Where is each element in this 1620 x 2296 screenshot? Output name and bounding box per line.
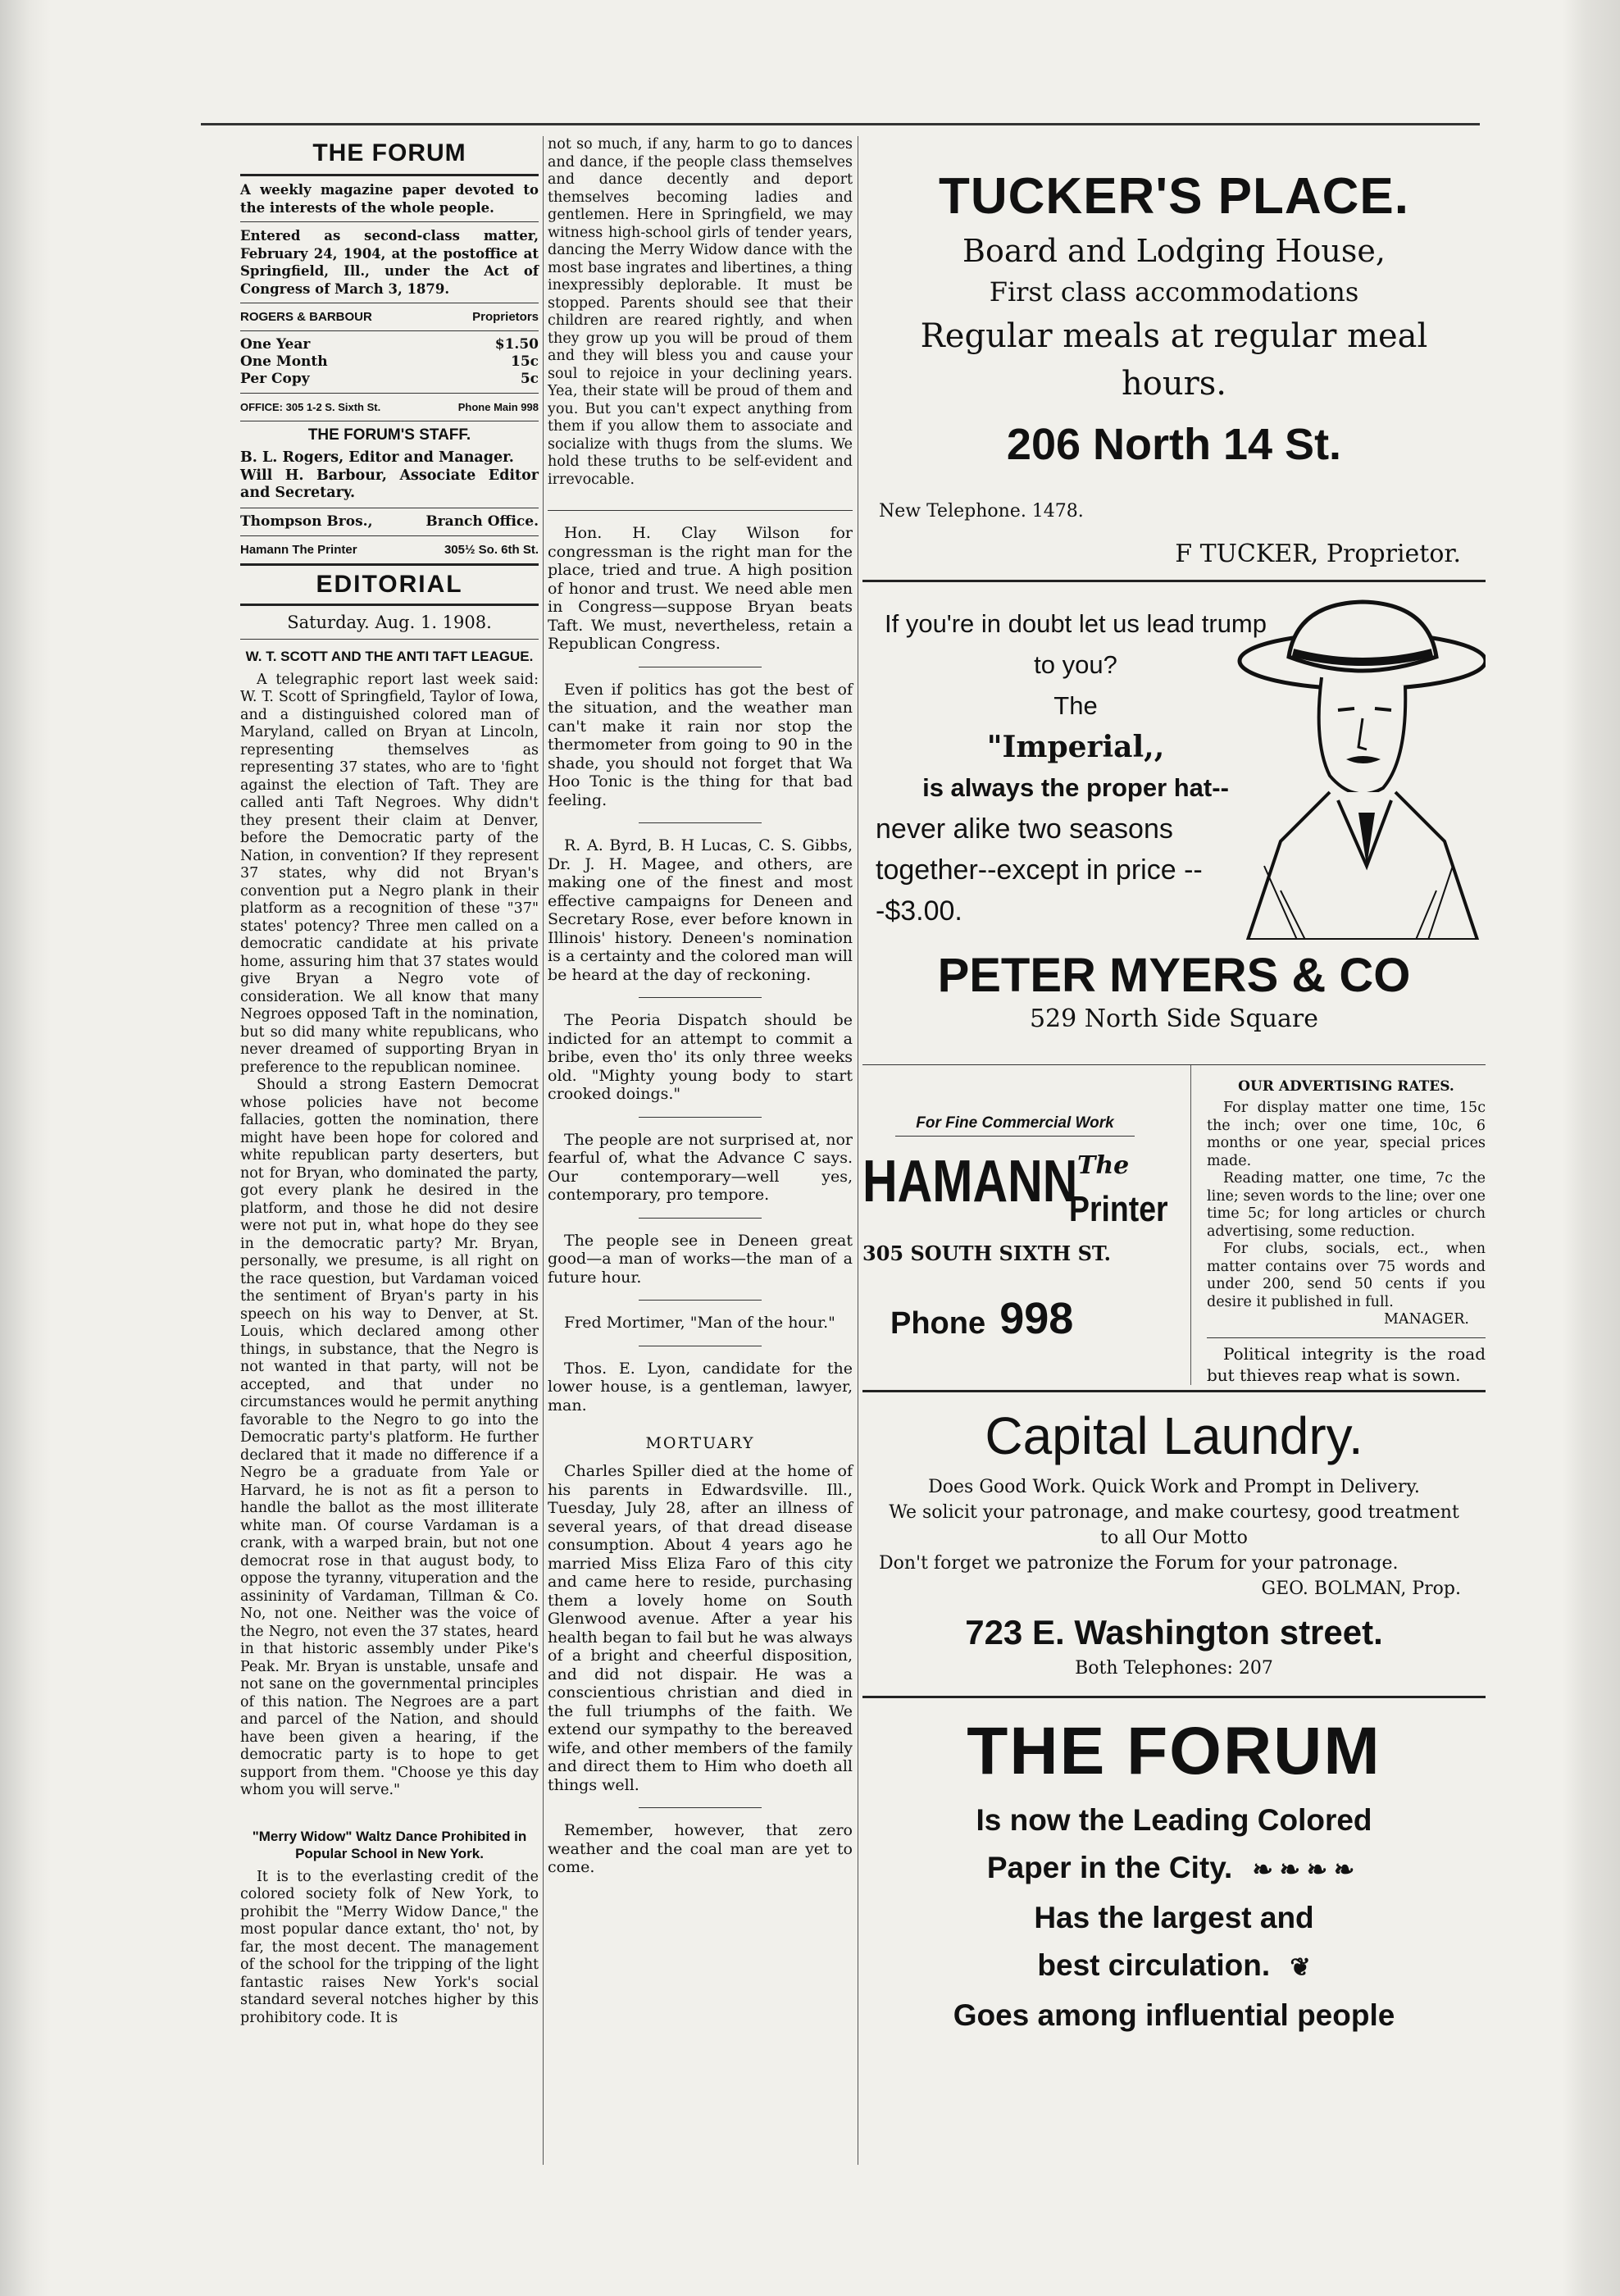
forum-promo-line-row (862, 1942, 1486, 1992)
laundry-line: Don't forget we patronize the Forum for your patronage. (879, 1553, 1399, 1574)
subscription-label: One Month (240, 353, 328, 370)
hamann-printer-ad (862, 1114, 1167, 1344)
rule (240, 221, 539, 222)
subscription-rates (240, 336, 539, 388)
laundry-line: to all Our Motto (1100, 1528, 1248, 1548)
hamann-printer: Printer (1069, 1189, 1168, 1229)
laundry-title: Capital Laundry. (985, 1406, 1363, 1465)
top-rule (201, 123, 1480, 125)
subscription-row (240, 353, 539, 371)
article-paragraph: Charles Spiller died at the home of his parents in Edwardsville. Ill., Tuesday, July 28, after an illness of several years, of that dread disease consumption. About 4 years ago he married Miss Eliza Faro of this city and came here to reside, purchasing them a lovely home on South Glenwood avenue. After a year his health began to fail but he was always of a bright and cheerful disposition, and did not dispair. He was a conscientious christian and died in the full triumphs of the faith. We extend our sympathy to the bereaved wife, and other members of the family and direct them to Him who doeth all things well. (548, 1462, 853, 1794)
tucker-proprietor: F TUCKER, Proprietor. (1175, 540, 1461, 568)
myers-address: 529 North Side Square (1029, 1004, 1319, 1033)
rates-paragraph: For clubs, socials, ect., when matter contains over 75 words and under 200, send 50 cents if you desire it published in full. (1207, 1241, 1486, 1310)
rule (240, 563, 539, 566)
staff-member: B. L. Rogers, Editor and Manager. (240, 449, 514, 466)
masthead-entered: Entered as second-class matter, February 24, 1904, at the postoffice at Springfield, Ill., under the Act of Congress of March 3, 1879. (240, 228, 539, 297)
leaf-ornament-icon: ❧❧❧❧ (1252, 1856, 1362, 1884)
subscription-row (240, 371, 539, 388)
subscription-price: $1.50 (494, 336, 539, 353)
column-rule-1 (543, 136, 544, 2165)
advertising-rates (1207, 1078, 1486, 1386)
imperial-hat-ad (862, 587, 1486, 948)
article-paragraph: The Peoria Dispatch should be indicted for an attempt to commit a bribe, even tho' its only three weeks old. "Mighty young body to start crooked doings." (548, 1011, 853, 1103)
article-headline: W. T. SCOTT AND THE ANTI TAFT LEAGUE. (245, 648, 534, 664)
printer-and-rates-row (862, 1064, 1486, 1385)
forum-promo-line: Is now the Leading Colored (976, 1803, 1372, 1837)
hamann-phone-label: Phone (890, 1306, 986, 1341)
article-paragraph: It is to the everlasting credit of the colored society folk of New York, to prohibit the "Merry Widow Dance," the most popular dance extant, tho' not, by far, the most decent. The management of the school for the tripping of the light fantastic raises New York's social standard several notches higher by this prohibitory code. It is (240, 1868, 539, 2026)
laundry-phones: Both Telephones: 207 (1075, 1658, 1273, 1679)
rates-paragraph: For display matter one time, 15c the inch; over one time, 10c, 6 months or one year, special prices made. (1207, 1100, 1486, 1169)
rates-manager: MANAGER. (1383, 1311, 1469, 1328)
forum-promo-line: Goes among influential people (953, 1998, 1395, 2032)
office-row (240, 399, 539, 416)
hat-man-illustration-icon (1231, 595, 1486, 940)
imperial-line: is always the proper hat-- (922, 773, 1229, 802)
page-edge-shadow (1563, 0, 1620, 2296)
imperial-line: The (1053, 691, 1098, 720)
hamann-tag: For Fine Commercial Work (916, 1114, 1114, 1132)
rule (639, 1218, 762, 1219)
rule (240, 330, 539, 331)
tucker-line: Regular meals at regular meal hours. (920, 317, 1428, 403)
masthead-title: THE FORUM (312, 139, 466, 166)
imperial-brand: "Imperial,, (986, 730, 1165, 764)
imperial-text (871, 604, 1281, 932)
rates-paragraph: Reading matter, one time, 7c the line; seven words to the line; over one time 5c; for long articles or church advertising, some reduction. (1207, 1170, 1486, 1240)
rule (862, 1696, 1486, 1698)
rule (240, 535, 539, 536)
branch-row (240, 513, 539, 531)
page-fold-shadow (0, 0, 51, 2296)
rule (895, 1136, 1135, 1137)
tucker-ad (862, 167, 1486, 568)
masthead-tagline: A weekly magazine paper devoted to the interests of the whole people. (240, 182, 539, 216)
subscription-label: One Year (240, 336, 311, 353)
forum-promo-title: THE FORUM (967, 1714, 1381, 1788)
forum-promo-ad (862, 1713, 1486, 2039)
hamann-phone (862, 1293, 1167, 1344)
article-paragraph: Remember, however, that zero weather and the coal man are yet to come. (548, 1821, 853, 1876)
rule (1207, 1337, 1486, 1338)
tucker-line: Board and Lodging House, (962, 233, 1386, 269)
rule (240, 393, 539, 394)
imperial-line: If you're in doubt let us lead trump to you? (884, 609, 1267, 679)
tucker-phone-row (879, 501, 1453, 522)
editorial-heading: EDITORIAL (316, 570, 463, 598)
rule (862, 580, 1486, 582)
tucker-phone: New Telephone. 1478. (879, 501, 1084, 522)
tucker-title: TUCKER'S PLACE. (939, 168, 1409, 225)
article-paragraph: Even if politics has got the best of the situation, and the weather man can't make it rain nor stop the thermometer from going to 90 in the shade, you should not forget that Wa Hoo Tonic is the thing for that bad feeling. (548, 680, 853, 809)
myers-name: PETER MYERS & CO (937, 949, 1411, 1002)
hamann-address: 305 SOUTH SIXTH ST. (862, 1241, 1112, 1265)
article-paragraph: not so much, if any, harm to go to dances and dance, if the people class themselves and dance decently and deport themselves becoming ladies and gentlemen. Here in Springfield, we may witness high-school girls of tender years, dancing the Merry Widow dance with the most base ingrates and libertines, a thing inexpressibly deplorable. It must be stopped. Parents should see that their children are reared rightly, and when they grow up you will be proud of them and they will bless you and cause your soul to rejoice in your declining years. Yea, their state will be proud of them and you. But you can't expect anything from them if you allow them to associate and socialize with thugs from the slums. We hold these truths to be self-evident and irrevocable. (548, 136, 853, 488)
forum-promo-line-row (862, 1844, 1486, 1894)
rates-quote: Political integrity is the road but thieves reap what is sown. (1207, 1343, 1486, 1385)
hamann-name: HAMANN (862, 1149, 1078, 1214)
rule (639, 997, 762, 998)
article-paragraph: The people are not surprised at, nor fearful of, what the Advance C says. Our contemporary—well yes, contemporary, pro tempore. (548, 1130, 853, 1204)
branch-name: Thompson Bros., (240, 512, 373, 530)
rule (240, 604, 539, 606)
article-paragraph: The people see in Deneen great good—a man of works—the man of a future hour. (548, 1231, 853, 1287)
rule (639, 1807, 762, 1808)
proprietors-row (240, 308, 539, 326)
capital-laundry-ad (862, 1405, 1486, 1681)
laundry-address: 723 E. Washington street. (965, 1613, 1383, 1651)
article-paragraph: Should a strong Eastern Democrat whose policies have not become fallacies, gotten the nomination, there might have been hope for colored and white republican party deserters, but not for Bryan, who dominated the party, got every plank he desired in the platform, and those he did not desire were not put in, what hope do they see in the democratic party? Mr. Bryan, personally, we presume, is all right on the race question, but Vardaman voiced the sentiment of Bryan's party in his speech on his way to Denver, at St. Louis, which declared among other things, in substance, that the Negro is not wanted in that party, will not be accepted, and that under no circumstances would he permit anything favorable to the Negro to go into the Democratic party's platform. He further declared that it made no difference if a Negro be a graduate from Yale or Harvard, he is not as fit a person to handle the ballot as the most illiterate white man. Of course Vardaman is a crank, with a warped brain, but not one democrat rose in that august body, to oppose the tyranny, vituperation and the assininity of Vardaman, Tillman & Co. No, not one. Neither was the voice of the Negro, not even the 37 states, heard in that historic assembly under Pike's Peak. Mr. Bryan is unstable, unsafe and not sane on the governmental principles of this nation. The Negroes are a part and parcel of the Nation, and should have been given a hearing, if the democratic party is to hope to get support from them. "Choose ye this day whom you will serve." (240, 1077, 539, 1798)
branch-label: Branch Office. (425, 512, 539, 530)
hamann-the: The (1077, 1151, 1130, 1180)
article-paragraph: Fred Mortimer, "Man of the hour." (564, 1314, 835, 1332)
laundry-line: We solicit your patronage, and make courtesy, good treatment (889, 1502, 1459, 1523)
column-masthead-editorial (240, 136, 539, 2027)
rule (240, 174, 539, 176)
staff-member: Will H. Barbour, Associate Editor and Secretary. (240, 467, 539, 501)
proprietors-label: Proprietors (472, 310, 539, 324)
issue-date: Saturday. Aug. 1. 1908. (287, 612, 492, 632)
forum-promo-line: best circulation. (1037, 1948, 1271, 1982)
proprietors-name: ROGERS & BARBOUR (240, 310, 372, 324)
article-paragraph: A telegraphic report last week said: W. T. Scott of Springfield, Taylor of Iowa, and a distinguished colored man of Maryland, called on Bryan at Lincoln, representing themselves as representing 37 states, who are to 'fight against the election of Taft. They are called anti Taft Negroes. Why didn't they present their claim at Denver, before the Democratic party of the Nation, in convention? If they represent 37 states, why did not Bryan's convention put a Negro plank in their platform as a recognition of these "37" states' potency? Three men called on a democratic candidate at his private home, assuring him that 37 states would give Bryan a Negro vote of consideration. We all know that many Negroes opposed Taft in the nomination, but so did many white republicans, who never dreamed of supporting Bryan in preference to the republican nominee. (240, 671, 539, 1076)
article-paragraph: Hon. H. Clay Wilson for congressman is the right man for the place, tried and true. A high position of honor and trust. We need able men in Congress—suppose Bryan beats Taft. We must, nevertheless, retain a Republican Congress. (548, 524, 853, 653)
article-headline: "Merry Widow" Waltz Dance Prohibited in Popular School in New York. (252, 1828, 527, 1861)
fleuron-icon: ❦ (1290, 1954, 1311, 1981)
staff-heading: THE FORUM'S STAFF. (307, 426, 471, 444)
rule (240, 639, 539, 640)
tucker-address: 206 North 14 St. (1006, 420, 1342, 469)
article-paragraph: R. A. Byrd, B. H Lucas, C. S. Gibbs, Dr. J. H. Magee, and others, are making one of the finest and most effective campaigns for Deneen and Secretary Rose, ever before known in Illinois' history. Deneen's nomination is a certainty and the colored man will be heard at the day of reckoning. (548, 836, 853, 984)
subscription-price: 5c (520, 371, 539, 387)
mortuary-heading: MORTUARY (645, 1434, 755, 1452)
rates-title: OUR ADVERTISING RATES. (1238, 1078, 1454, 1095)
subscription-label: Per Copy (240, 371, 310, 387)
subscription-price: 15c (510, 353, 539, 370)
tucker-line: First class accommodations (989, 276, 1359, 308)
hamann-phone-number: 998 (999, 1294, 1074, 1343)
laundry-prop: GEO. BOLMAN, Prop. (1261, 1578, 1461, 1599)
rule (862, 1390, 1486, 1392)
forum-promo-line: Paper in the City. (986, 1851, 1233, 1884)
subscription-row (240, 336, 539, 353)
rule (548, 510, 853, 511)
column-editorial-notes (548, 136, 853, 1877)
imperial-line: never alike two seasons together--except in price ---$3.00. (876, 813, 1203, 927)
column-advertisements (862, 136, 1486, 2039)
office-address: OFFICE: 305 1-2 S. Sixth St. (240, 401, 381, 413)
printer-row (240, 541, 539, 558)
rule (639, 822, 762, 823)
rule (639, 1117, 762, 1118)
printer-address: 305½ So. 6th St. (444, 542, 539, 557)
office-phone: Phone Main 998 (457, 401, 539, 413)
hamann-logo (862, 1148, 1167, 1238)
printer-name: Hamann The Printer (240, 542, 357, 557)
rule (1190, 1065, 1191, 1385)
forum-promo-line: Has the largest and (1034, 1901, 1314, 1934)
article-paragraph: Thos. E. Lyon, candidate for the lower house, is a gentleman, lawyer, man. (548, 1359, 853, 1414)
laundry-line: Does Good Work. Quick Work and Prompt in Delivery. (928, 1477, 1420, 1497)
rule (639, 1300, 762, 1301)
